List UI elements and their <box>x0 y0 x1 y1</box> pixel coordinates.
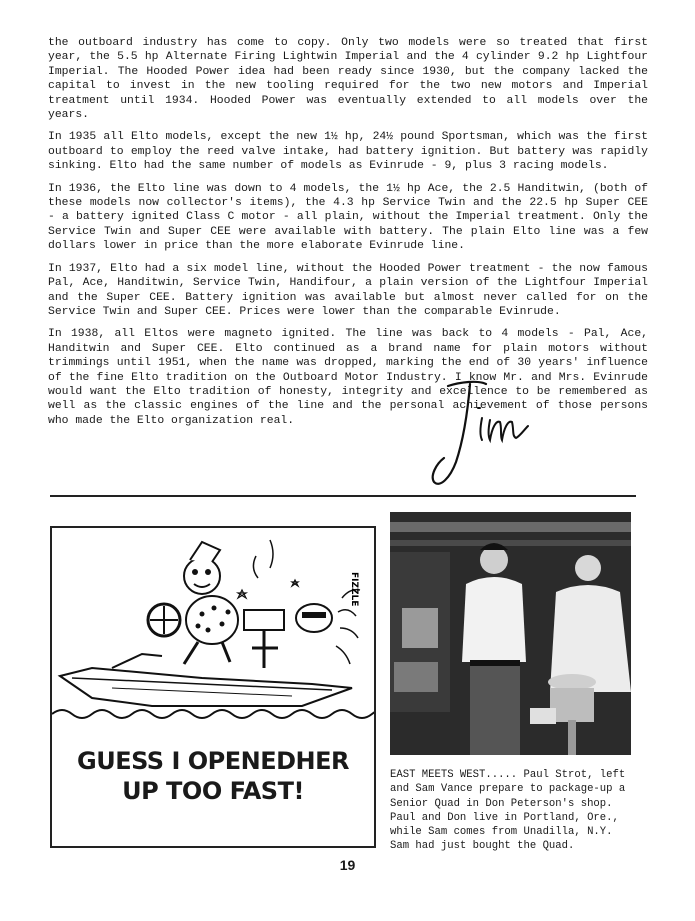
cartoon-caption-line: UP TOO FAST! <box>122 777 304 805</box>
photo-caption-line: Paul and Don live in Portland, Ore., <box>390 811 619 824</box>
paragraph: In 1937, Elto had a six model line, without the Hooded Power treatment - the now famous Pal, Ace, Handitwin, Service Twin, Handifour, a plain version of the Lightfour Imperial and the Super CEE. Battery ignition was available but almost never called for on the Service Twin and Super CEE. Prices were lower than the comparable Evinrude. <box>48 262 648 318</box>
photo-image <box>390 512 631 755</box>
photo-caption-line: Senior Quad in Don Peterson's shop. <box>390 797 613 810</box>
photo-caption-line: Sam had just bought the Quad. <box>390 840 575 853</box>
artist-signature: FIZZLE <box>349 572 359 607</box>
article-text <box>48 36 648 436</box>
photo-caption-line: while Sam comes from Unadilla, N.Y. <box>390 826 613 839</box>
paragraph: In 1938, all Eltos were magneto ignited. The line was back to 4 models - Pal, Ace, Handitwin and Super CEE. Elto continued as a brand name for plain motors without trimmings until 1951, when the name was dropped, marking the end of 30 years' influence of the fine Elto tradition on the Outboard Motor Industry. I know Mr. and Mrs. Evinrude would want the Elto tradition of honesty, integrity and excellence to be remembered as well as the classic engines of the line and the personal achievement of those persons who made the Elto organization real. <box>48 328 648 427</box>
page-number: 19 <box>339 857 356 873</box>
cartoon-caption-line: GUESS I OPENEDHER <box>77 747 349 775</box>
section-divider <box>50 495 636 497</box>
photo-caption <box>390 768 636 854</box>
handwritten-signature <box>420 378 540 493</box>
photo-caption-line: and Sam Vance prepare to package-up a <box>390 783 626 796</box>
paragraph: In 1935 all Elto models, except the new 1½ hp, 24½ pound Sportsman, which was the first outboard to employ the reed valve intake, had battery ignition. But battery was rapidly sinking. Elto had the same number of models as Evinrude - 9, plus 3 racing models. <box>48 131 648 173</box>
cartoon-drawing <box>52 528 374 738</box>
paragraph: the outboard industry has come to copy. Only two models were so treated that first year, the 5.5 hp Alternate Firing Lightwin Imperial and the 4 cylinder 9.2 hp Lightfour Imperial. The Hooded Power idea had been ready since 1930, but the company lacked the capital to invest in the new tooling required for the two new motors and Imperial treatment until 1934. Hooded Power was eventually extended to all models over the years. <box>48 37 648 122</box>
photo <box>390 512 631 755</box>
cartoon-caption <box>52 746 374 806</box>
paragraph: In 1936, the Elto line was down to 4 models, the 1½ hp Ace, the 2.5 Handitwin, (both of these models now collector's items), the 4.3 hp Service Twin and the 22.5 hp Super CEE - a battery ignited Class C motor - all plain, without the Imperial treatment. Only the Service Twin and Super CEE were available with battery. The plain Elto line was a few dollars lower in price than the more elaborate Evinrude line. <box>48 182 648 253</box>
photo-caption-line: EAST MEETS WEST..... Paul Strot, left <box>390 769 626 781</box>
cartoon-panel <box>50 526 376 848</box>
